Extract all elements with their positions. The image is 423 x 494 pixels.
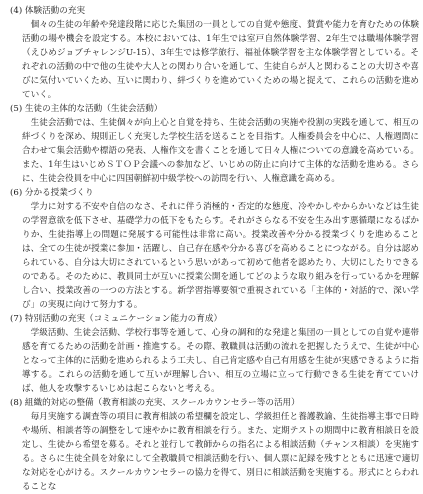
section-heading: (5) 生徒の主体的な活動（生徒会活動） (10, 104, 163, 114)
document-page (10, 4, 419, 494)
section-heading: (8) 組織的対応の整備（教育相談の充実、スクールカウンセラー等の活用） (10, 398, 300, 408)
section-paragraph: 個々の生徒の年齢や発達段階に応じた集団の一員としての自覚や態度、賛賞や能力を育むための体験活動の場や機会を設定する。本校においては、1年生では室戸自然体験学習、2年生では職場体験学習（えひめジョブチャレンジU-15）、3年生では修学旅行、福祉体験学習を主な体験学習としている。それぞれの活動の中で他の生徒や大人との関わり合いを通して、生徒自らが人と関わることの大切さや喜びに気付いていくため、互いに関わり、絆づくりを進めていくための場と捉えて、これらの活動を進めていく。 (22, 20, 419, 100)
section-organizational-response (10, 396, 419, 494)
section-heading: (4) 体験活動の充実 (10, 6, 86, 16)
section-paragraph: 学級活動、生徒会活動、学校行事等を通して、心身の調和的な発達と集団の一員としての自覚や連帯感を育てるための活動を計画・推進する。その際、教職員は活動の流れを把握したうえで、生徒が中心となって主体的に活動を進められるよう工夫し、自己肯定感や自己有用感を生徒が実感できるように指導する。これらの活動を通して互いが理解し合い、相互の立場に立って行動できる生徒を育てていけば、他人を攻撃するいじめは起こらないと考える。 (22, 328, 419, 394)
section-understandable-lessons (10, 186, 419, 312)
section-special-activities (10, 312, 419, 396)
section-paragraph: 毎月実施する調査等の項目に教育相談の希望欄を設定し、学級担任と養護教諭、生徒指導主事で日時や場所、相談者等の調整をして速やかに教育相談を行う。また、定期テストの期間中に教育相談日を設定し、生徒から希望を募る。それと並行して教師からの指名による相談活動（チャンス相談）を実施する。さらに生徒全員を対象にして全教職員で相談活動を行い、個人票に記録を残すとともに迅速で適切な対応を心がける。スクールカウンセラーの協力を得て、別日に相談活動を実施する。形式にとらわれることな (22, 412, 419, 492)
section-experience-activities (10, 4, 419, 102)
section-heading: (7) 特別活動の充実（コミュニケーション能力の育成） (10, 314, 223, 324)
section-paragraph: 学力に対する不安や自信のなさ、それに伴う消極的・否定的な態度、冷やかしやからかいなどは生徒の学習意欲を低下させ、基礎学力の低下をもたらす。それがさらなる不安を生み出す悪循環になるばかりか、生徒指導上の問題に発展する可能性は非常に高い。授業改善や分かる授業づくりを進めることは、全ての生徒が授業に参加・活躍し、自己存在感や分かる喜びを高めることにつながる。自分は認められている、自分は大切にされているという思いがあって初めて他者を認めたり、大切にしたりできるのである。そのために、教員同士が互いに授業公開を通してどのような取り組みを行っているかを理解し合い、授業改善の一つの方法とする。新学習指導要領で重視されている「主体的・対話的で、深い学び」の実現に向けて努力する。 (22, 202, 419, 310)
section-paragraph: 生徒会活動では、生徒個々が向上心と自覚を持ち、生徒会活動の実施や役割の実践を通して、相互の絆づくりを深め、規則正しく充実した学校生活を送ることを目指す。人権委員会を中心に、人権週間に合わせて集会活動や標語の発表、人権作文を書くことを通して日々人権についての意識を高めている。また、1年生はいじめＳＴＯＰ会議への参加など、いじめの防止に向けて主体的な活動を進める。さらに、生徒会役員を中心に四国朝鮮初中級学校への訪問を行い、人権意識を高める。 (22, 118, 419, 184)
section-student-council (10, 102, 419, 186)
section-heading: (6) 分かる授業づくり (10, 188, 94, 198)
